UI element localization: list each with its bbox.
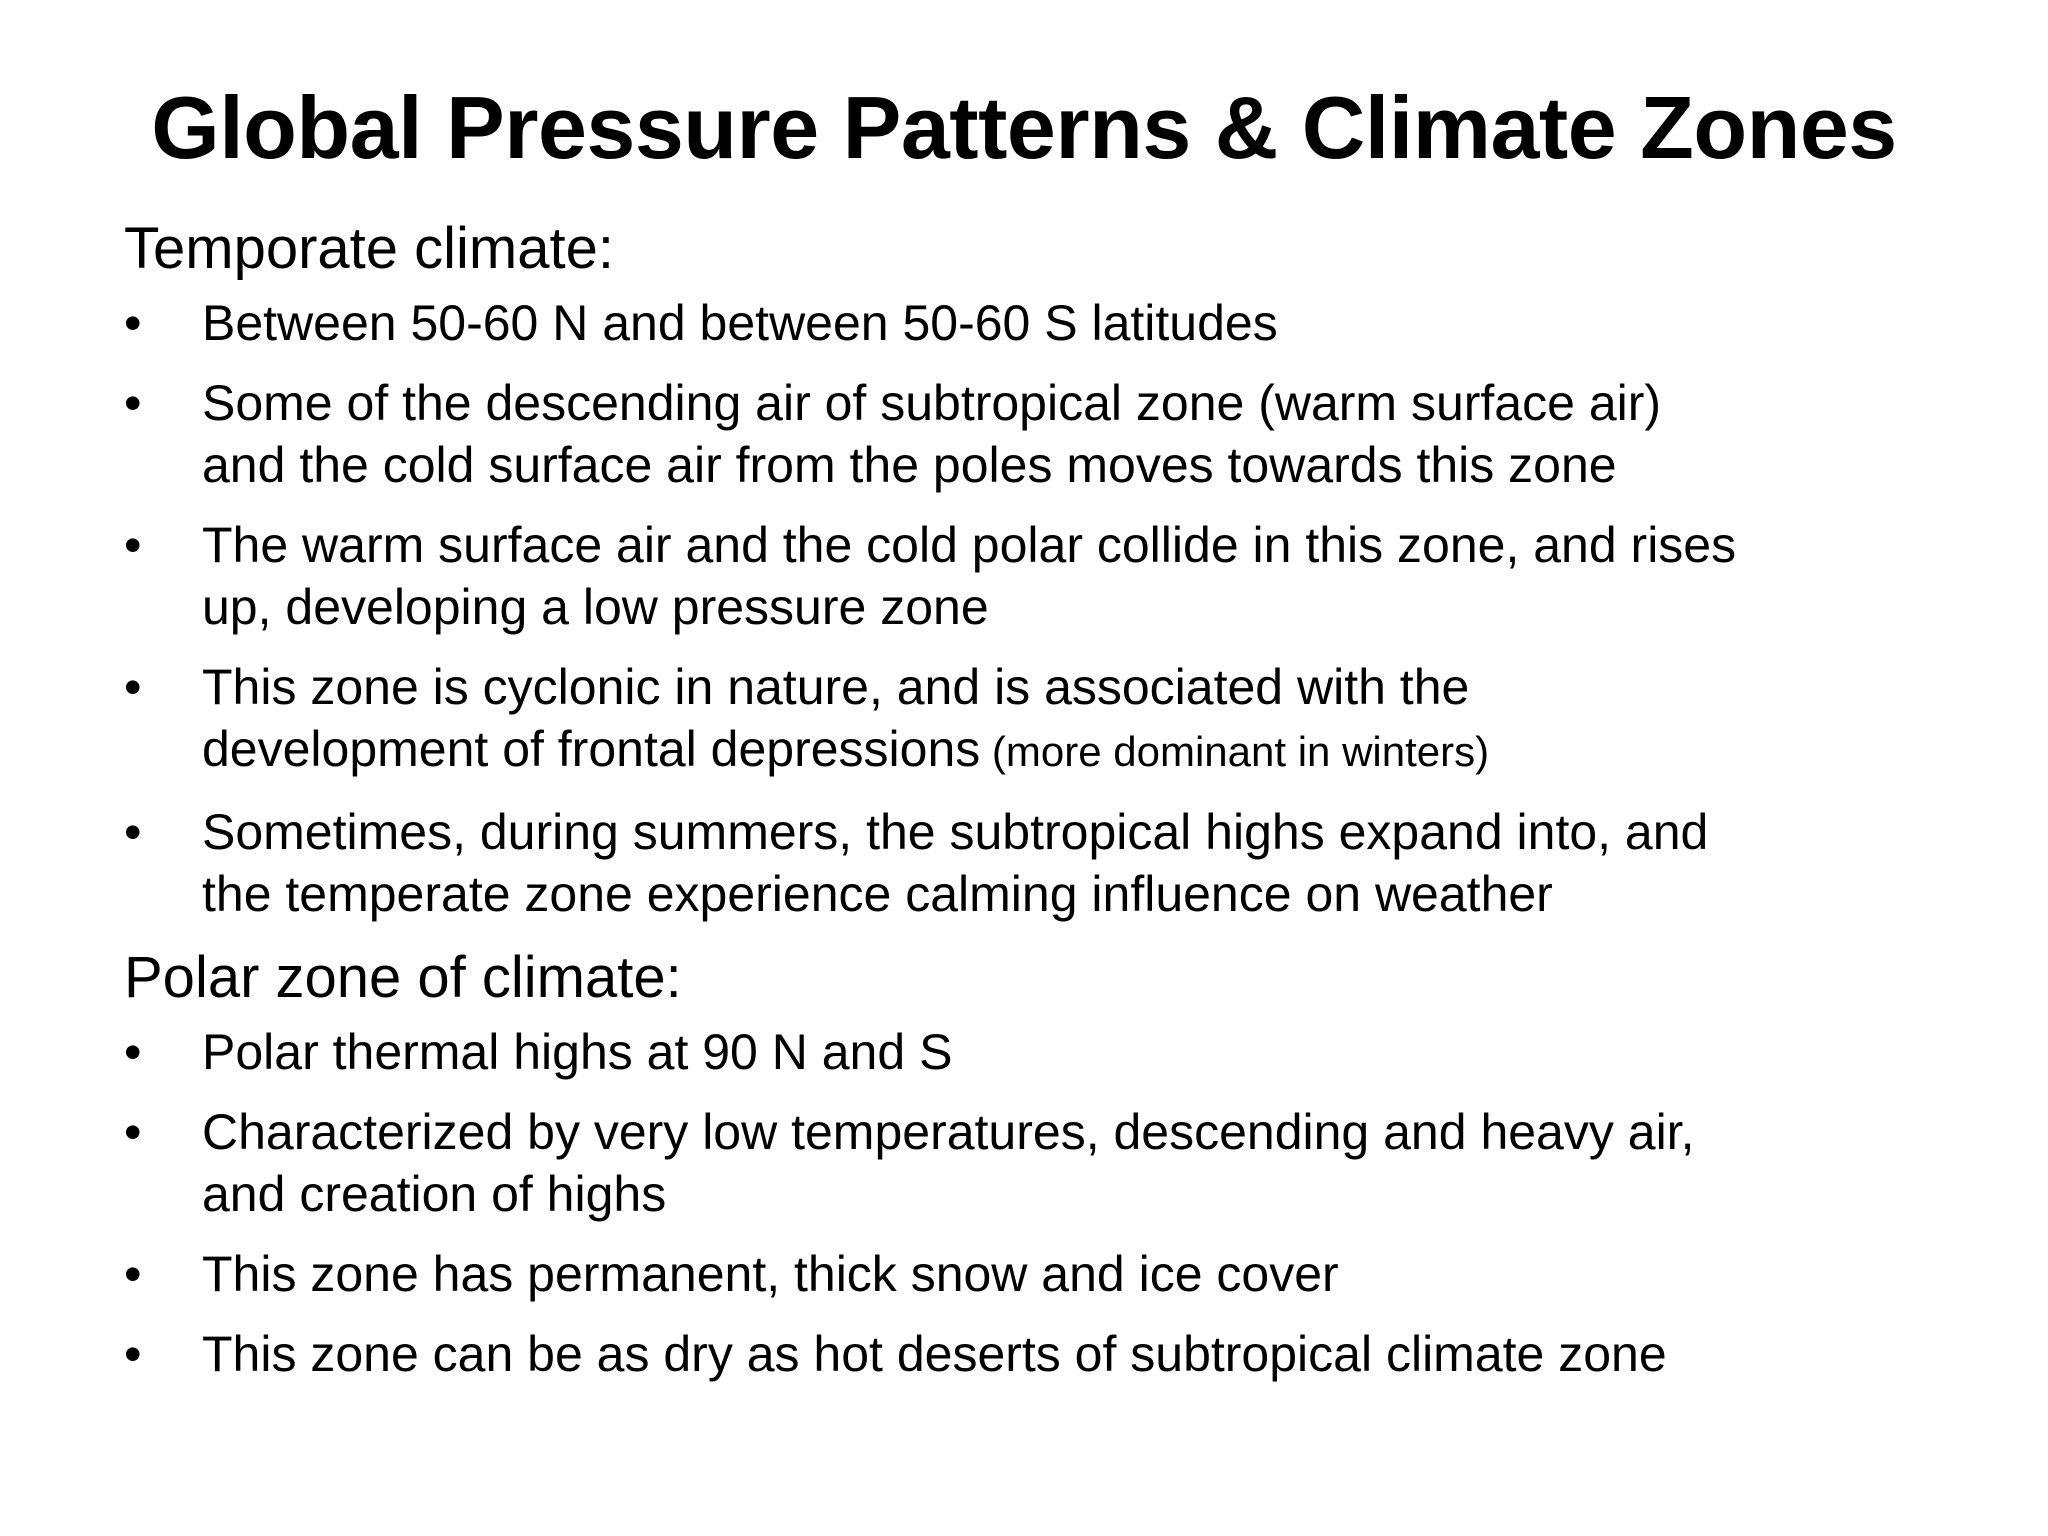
bullet-text-line: This zone is cyclonic in nature, and is associated with the	[202, 659, 1470, 715]
bullet-text-line: Between 50-60 N and between 50-60 S latitudes	[202, 295, 1278, 351]
bullet-item	[124, 656, 1964, 783]
bullet-icon: •	[124, 1104, 142, 1160]
slide-content	[124, 214, 1964, 1403]
bullet-icon: •	[124, 659, 142, 715]
bullet-icon: •	[124, 517, 142, 573]
bullet-item	[124, 1323, 1964, 1385]
bullet-icon: •	[124, 295, 142, 351]
section-heading-temperate: Temporate climate:	[124, 216, 614, 281]
bullet-text-line: The warm surface air and the cold polar collide in this zone, and rises	[202, 517, 1737, 573]
bullet-icon: •	[124, 1326, 142, 1382]
bullet-item	[124, 372, 1964, 496]
bullet-item	[124, 1243, 1964, 1305]
bullet-item	[124, 514, 1964, 638]
bullet-text-line: Characterized by very low temperatures, descending and heavy air,	[202, 1104, 1695, 1160]
bullet-list-temperate	[124, 292, 1964, 925]
bullet-text-line: This zone can be as dry as hot deserts of subtropical climate zone	[202, 1326, 1667, 1382]
bullet-icon: •	[124, 1246, 142, 1302]
section-heading-polar: Polar zone of climate:	[124, 945, 682, 1010]
bullet-text-line: This zone has permanent, thick snow and ice cover	[202, 1246, 1339, 1302]
bullet-item	[124, 1021, 1964, 1083]
bullet-icon: •	[124, 1024, 142, 1080]
bullet-text: development of frontal depressions	[202, 721, 981, 777]
bullet-text-line: Sometimes, during summers, the subtropical highs expand into, and	[202, 804, 1709, 860]
bullet-icon: •	[124, 375, 142, 431]
bullet-text-line: and the cold surface air from the poles moves towards this zone	[202, 437, 1617, 493]
bullet-text-line: up, developing a low pressure zone	[202, 579, 989, 635]
bullet-text-line: and creation of highs	[202, 1166, 667, 1222]
bullet-text-line: Polar thermal highs at 90 N and S	[202, 1024, 953, 1080]
bullet-text-line: the temperate zone experience calming influence on weather	[202, 866, 1553, 922]
bullet-text-line: Some of the descending air of subtropical zone (warm surface air)	[202, 375, 1662, 431]
bullet-item	[124, 801, 1964, 925]
bullet-text-line-with-note	[202, 718, 1964, 783]
bullet-list-polar	[124, 1021, 1964, 1385]
bullet-item	[124, 1101, 1964, 1225]
bullet-note: (more dominant in winters)	[980, 728, 1490, 775]
bullet-icon: •	[124, 804, 142, 860]
slide-title: Global Pressure Patterns & Climate Zones	[151, 78, 1897, 177]
bullet-item	[124, 292, 1964, 354]
